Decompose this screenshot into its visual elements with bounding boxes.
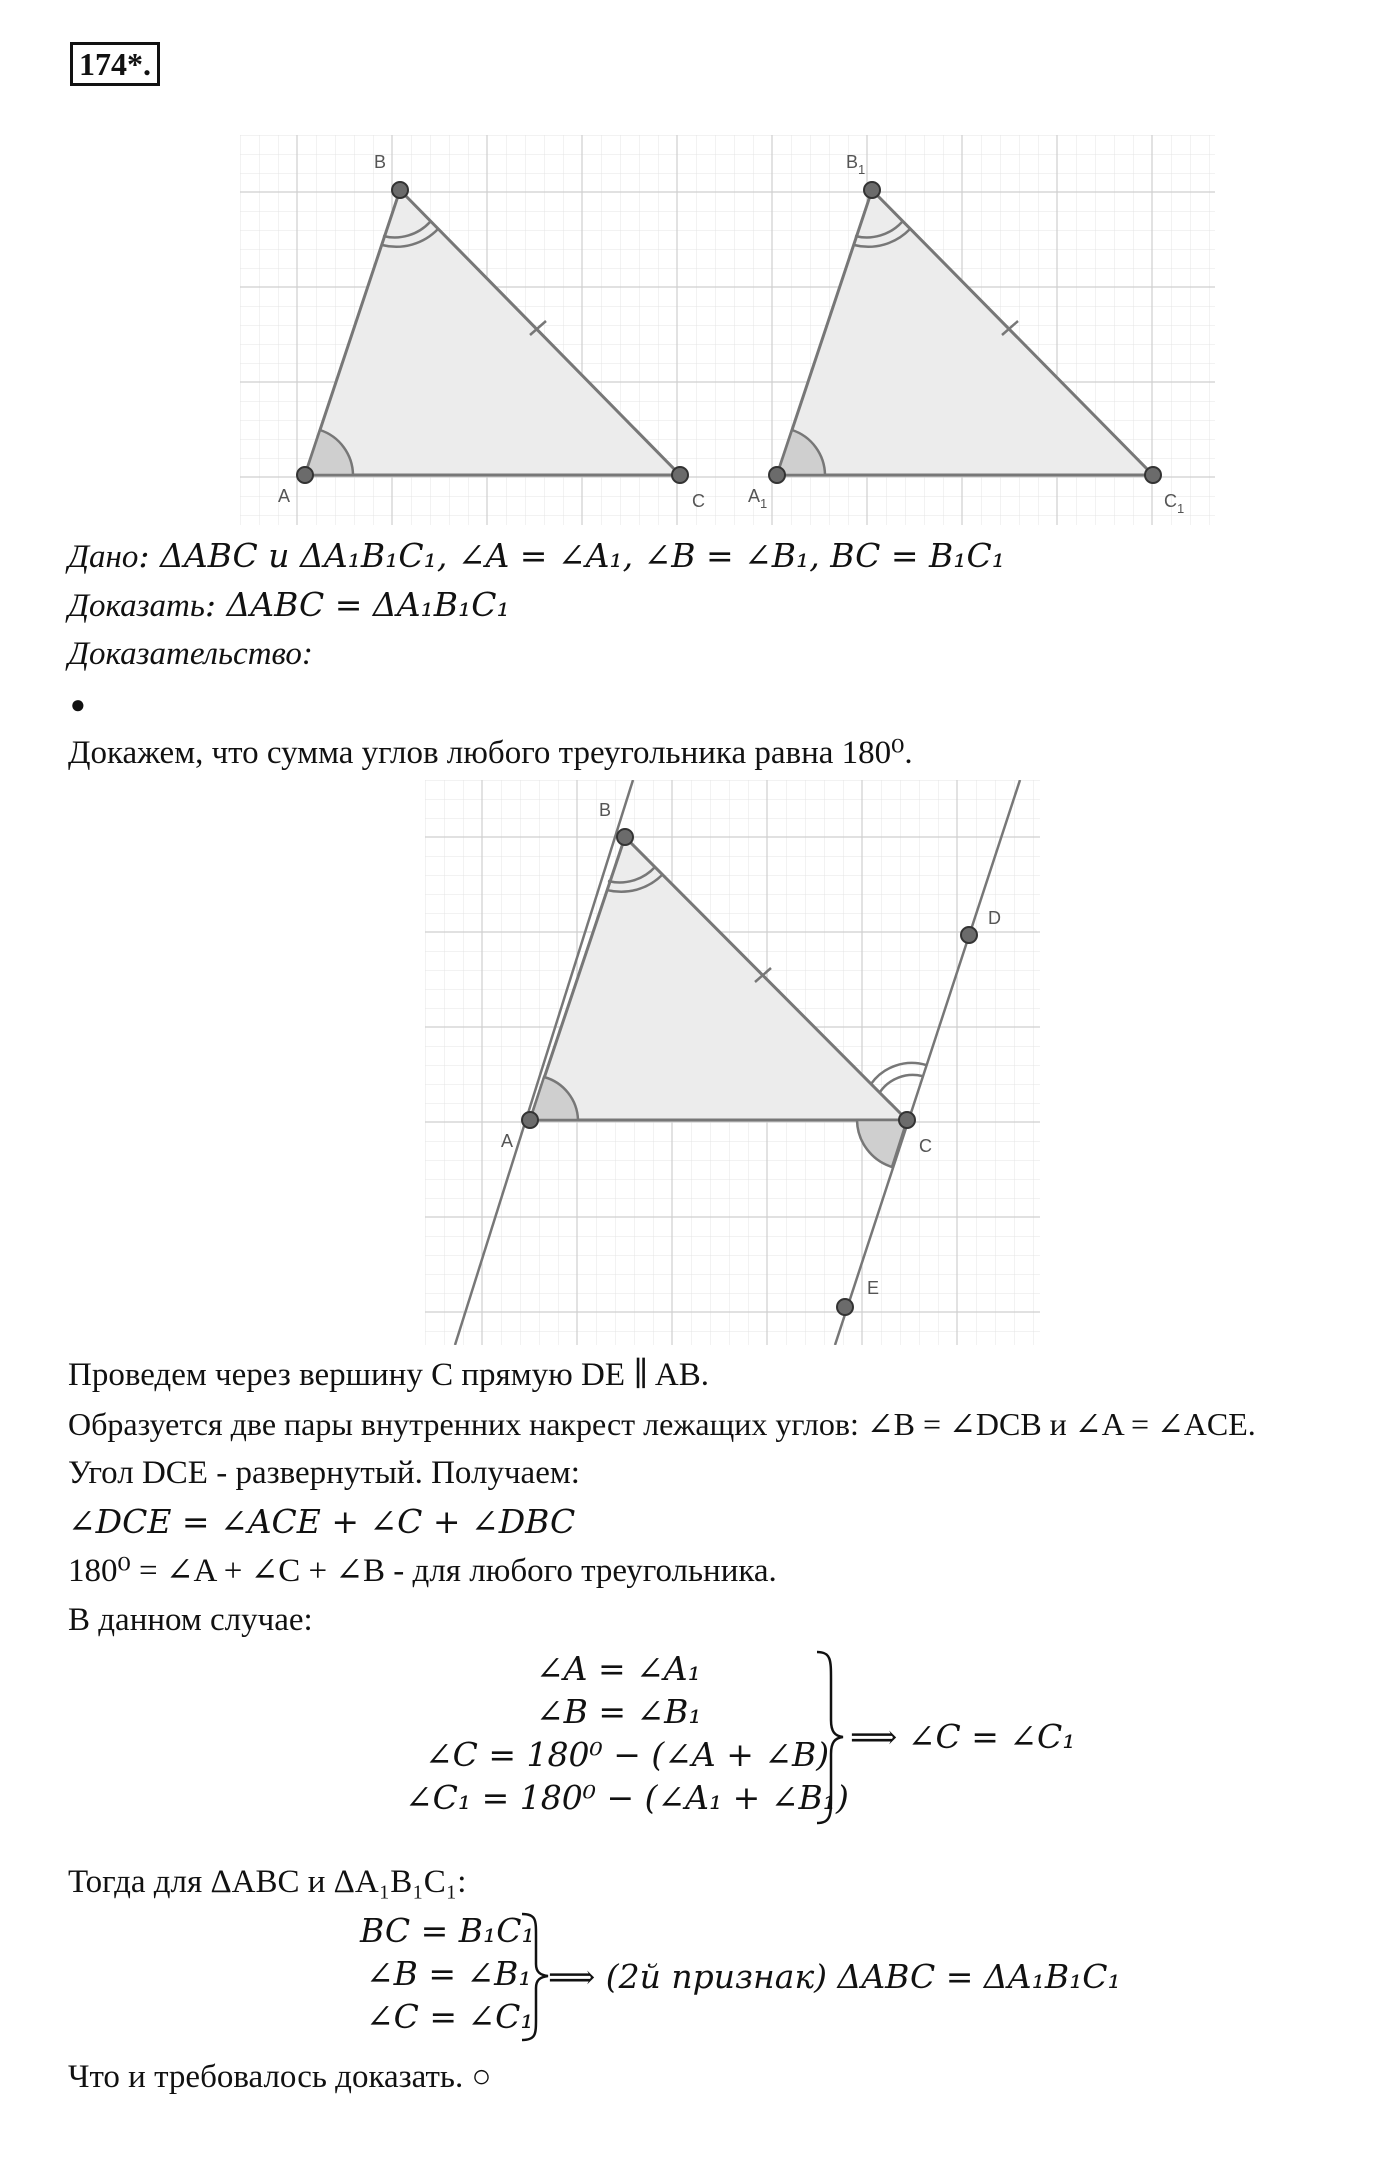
label-a: A <box>278 486 291 506</box>
system1-result: ⟹ ∠C = ∠C₁ <box>850 1717 1076 1756</box>
system2-result: ⟹ (2й признак) ΔABC = ΔA₁B₁C₁ <box>548 1957 1121 1996</box>
prove-text: : ΔABC = ΔA₁B₁C₁ <box>204 585 510 624</box>
label-c: C <box>692 491 705 511</box>
system2-row-2: ∠B = ∠B₁ <box>366 1954 532 1993</box>
system2-brace <box>520 1912 550 2042</box>
label-d: D <box>988 908 1001 928</box>
proof-label: Доказательство: <box>68 636 313 672</box>
proof-line-5: 180⁰ = ∠A + ∠C + ∠B - для любого треугольника. <box>68 1553 777 1589</box>
bullet: ● <box>70 690 86 719</box>
label-b: B <box>599 800 612 820</box>
label-a1: $A_1$ <box>748 486 768 511</box>
then-line: Тогда для ΔABC и ΔA₁B₁C₁: <box>68 1864 467 1900</box>
label-e: E <box>867 1278 880 1298</box>
prove-label: Доказать <box>68 588 205 624</box>
given-text: : ΔABC и ΔA₁B₁C₁, ∠A = ∠A₁, ∠B = ∠B₁, BC = B₁C₁ <box>138 536 1005 575</box>
given-line <box>68 534 1005 579</box>
sum-statement: Докажем, что сумма углов любого треугольника равна 180⁰. <box>68 735 913 771</box>
label-b: B <box>374 152 387 172</box>
system1-row-3: ∠C = 180⁰ − (∠A + ∠B) <box>425 1735 830 1774</box>
system2-row-1: BC = B₁C₁ <box>360 1911 535 1950</box>
figure-parallel-line <box>425 780 1040 1345</box>
system1-row-4: ∠C₁ = 180⁰ − (∠A₁ + ∠B₁) <box>405 1778 849 1817</box>
proof-line-3: Угол DCE - развернутый. Получаем: <box>68 1455 580 1491</box>
label-c1: $C_1$ <box>1164 491 1185 516</box>
prove-line <box>68 583 510 628</box>
proof-line-2: Образуется две пары внутренних накрест лежащих углов: ∠B = ∠DCB и ∠A = ∠ACE. <box>68 1406 1256 1442</box>
problem-number: 174*. <box>70 42 160 86</box>
system1-brace <box>815 1650 845 1825</box>
given-label: Дано <box>68 539 139 575</box>
proof-line-4: ∠DCE = ∠ACE + ∠C + ∠DBC <box>68 1502 576 1541</box>
proof-line-6: В данном случае: <box>68 1602 313 1638</box>
label-a: A <box>501 1131 514 1151</box>
system1-row-1: ∠A = ∠A₁ <box>536 1649 701 1688</box>
system1-row-2: ∠B = ∠B₁ <box>536 1692 702 1731</box>
figure-two-triangles <box>240 135 1215 525</box>
system2-row-3: ∠C = ∠C₁ <box>366 1997 534 2036</box>
conclusion: Что и требовалось доказать. ○ <box>68 2059 492 2095</box>
label-c: C <box>919 1136 932 1156</box>
label-b1: $B_1$ <box>846 152 866 177</box>
proof-line-1: Проведем через вершину C прямую DE ∥ AB. <box>68 1357 709 1393</box>
